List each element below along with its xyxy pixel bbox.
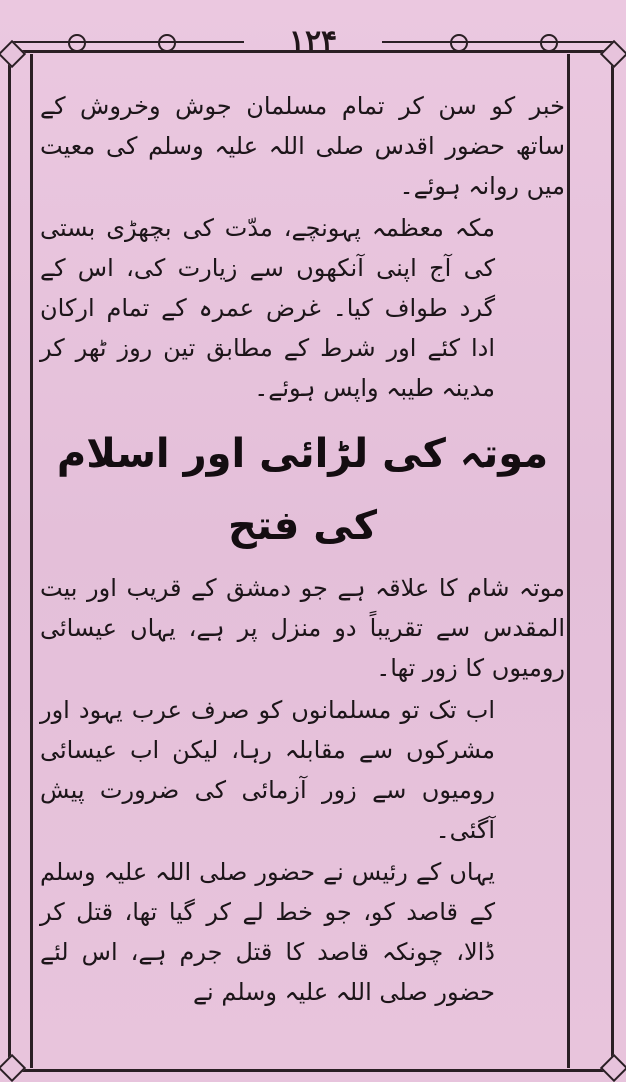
paragraph: خبر کو سن کر تمام مسلمان جوش وخروش کے ساتھ حضور اقدس صلی اللہ علیہ وسلم کی معیت میں روانہ ہوئے۔ [40,92,565,200]
paragraph: اب تک تو مسلمانوں کو صرف عرب یہود اور مشرکوں سے مقابلہ رہا، لیکن اب عیسائی رومیوں سے زور آزمائی کی ضرورت پیش آگئی۔ [40,696,495,844]
paragraph: یہاں کے رئیس نے حضور صلی اللہ علیہ وسلم کے قاصد کو، جو خط لے کر گیا تھا، قتل کر ڈالا، چونکہ قاصد کا قتل جرم ہے، اس لئے حضور صلی اللہ علیہ وسلم نے [40,858,495,1006]
section-heading: موتہ کی لڑائی اور اسلام کی فتح [56,431,549,549]
paragraph: موتہ شام کا علاقہ ہے جو دمشق کے قریب اور بیت المقدس سے تقریباً دو منزل پر ہے، یہاں عیسائی رومیوں کا زور تھا۔ [40,574,565,682]
page-number: ۱۲۴ [288,24,338,59]
header-ornament-right [382,41,614,43]
paragraph: مکہ معظمہ پہونچے، مدّت کی بچھڑی بستی کی آج اپنی آنکھوں سے زیارت کی، اس کے گرد طواف کیا۔ غرض عمرہ کے تمام ارکان ادا کئے اور شرط کے مطابق تین روز ٹھر کر مدینہ طیبہ واپس ہوئے۔ [40,214,495,402]
page-body [40,86,565,1014]
